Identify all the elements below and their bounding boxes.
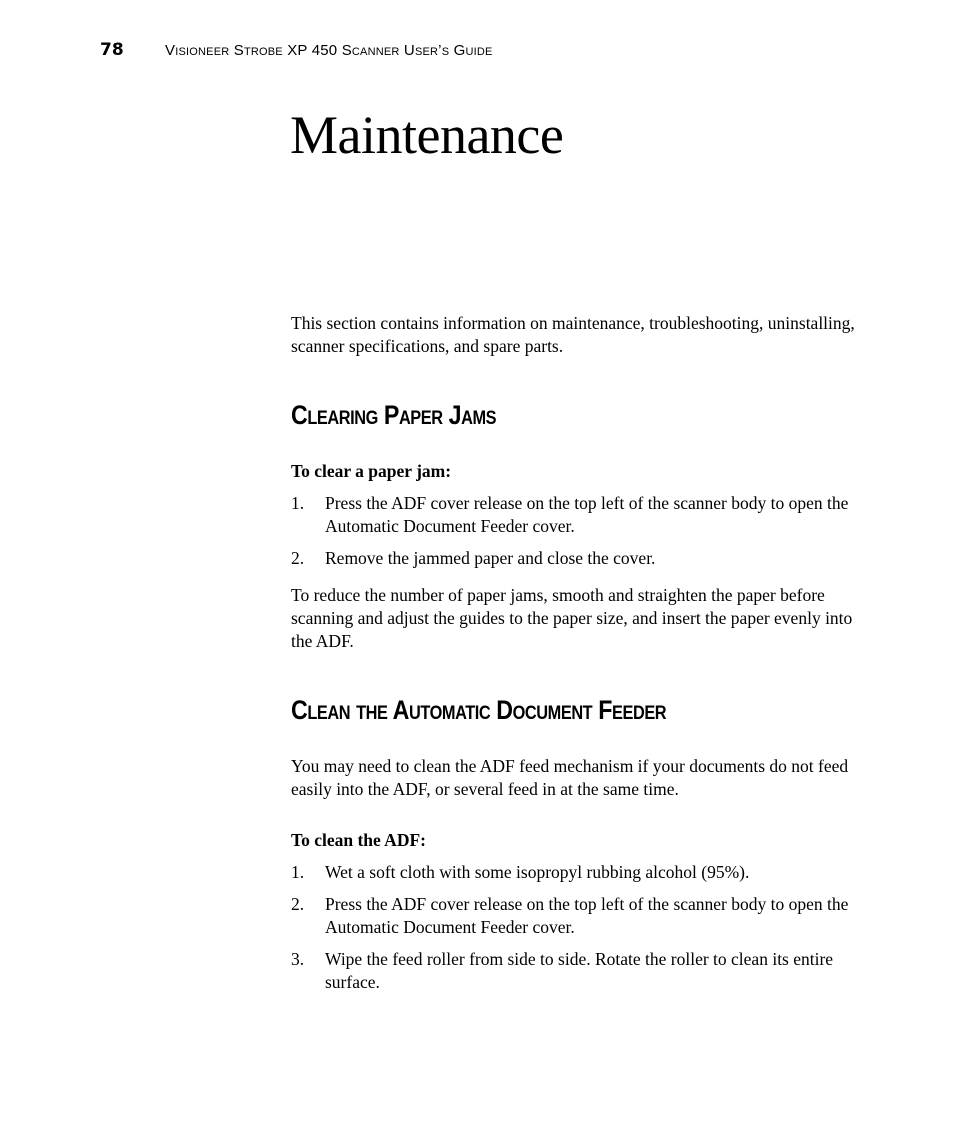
list-item bbox=[291, 948, 859, 994]
page-number: 78 bbox=[100, 40, 124, 60]
step-text: Remove the jammed paper and close the cover. bbox=[325, 548, 656, 568]
section-heading: Clean the Automatic Document Feeder bbox=[291, 695, 667, 725]
step-list bbox=[291, 861, 859, 994]
step-list bbox=[291, 492, 859, 570]
running-header bbox=[100, 40, 493, 64]
step-number: 3. bbox=[291, 949, 305, 969]
section-clearing-paper-jams bbox=[291, 398, 859, 653]
section-clean-adf bbox=[291, 693, 859, 994]
step-number: 2. bbox=[291, 894, 305, 914]
page-content bbox=[291, 312, 859, 1003]
tip-paragraph: To reduce the number of paper jams, smooth and straighten the paper before scanning and adjust the guides to the paper size, and insert the paper evenly into the ADF. bbox=[291, 585, 853, 651]
intro-paragraph: This section contains information on maintenance, troubleshooting, uninstalling, scanner specifications, and spare parts. bbox=[291, 313, 855, 356]
chapter-title: Maintenance bbox=[290, 105, 564, 165]
step-number: 1. bbox=[291, 493, 305, 513]
section-intro-paragraph: You may need to clean the ADF feed mechanism if your documents do not feed easily into the ADF, or several feed in at the same time. bbox=[291, 756, 849, 799]
procedure-label: To clean the ADF: bbox=[291, 830, 426, 850]
step-text: Wipe the feed roller from side to side. Rotate the roller to clean its entire surface. bbox=[325, 949, 834, 992]
step-number: 2. bbox=[291, 548, 305, 568]
list-item bbox=[291, 547, 859, 570]
step-text: Press the ADF cover release on the top left of the scanner body to open the Automatic Document Feeder cover. bbox=[325, 493, 849, 536]
step-number: 1. bbox=[291, 862, 305, 882]
list-item bbox=[291, 492, 859, 538]
section-heading: Clearing Paper Jams bbox=[291, 400, 497, 430]
book-title: Visioneer Strobe XP 450 Scanner User’s Guide bbox=[165, 42, 493, 59]
list-item bbox=[291, 893, 859, 939]
step-text: Wet a soft cloth with some isopropyl rubbing alcohol (95%). bbox=[325, 862, 750, 882]
procedure-label: To clear a paper jam: bbox=[291, 461, 452, 481]
list-item bbox=[291, 861, 859, 884]
step-text: Press the ADF cover release on the top left of the scanner body to open the Automatic Document Feeder cover. bbox=[325, 894, 849, 937]
